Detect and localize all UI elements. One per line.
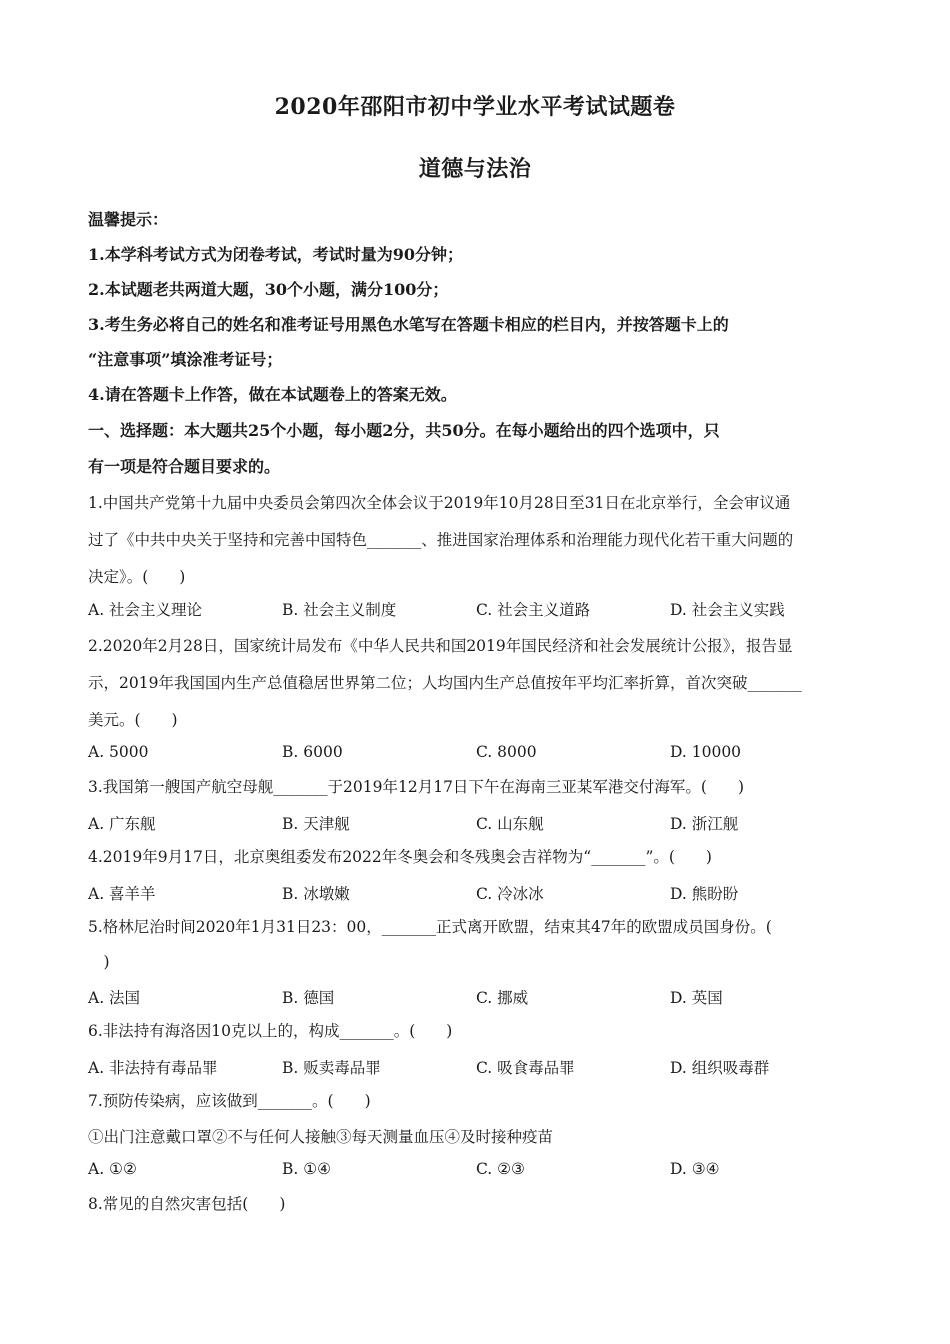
section-heading-cont: 有一项是符合题目要求的。	[88, 457, 281, 476]
option-c: C. 挪威	[476, 989, 529, 1007]
option-b: B. 冰墩嫩	[282, 885, 350, 903]
option-c: C. ②③	[476, 1160, 525, 1178]
option-c: C. 冷冰冰	[476, 885, 544, 903]
question-7-text: 7.预防传染病，应该做到_______。( )	[88, 1092, 371, 1110]
tip-item: “注意事项”填涂准考证号；	[88, 350, 283, 369]
option-c: C. 吸食毒品罪	[476, 1059, 575, 1077]
option-d: D. 熊盼盼	[670, 885, 739, 903]
subject-title: 道德与法治	[418, 156, 532, 182]
option-c: C. 8000	[476, 743, 537, 761]
option-a: A. 非法持有毒品罪	[88, 1059, 218, 1077]
option-d: D. 社会主义实践	[670, 601, 785, 619]
option-a: A. 5000	[88, 743, 149, 761]
question-8-text: 8.常见的自然灾害包括( )	[88, 1195, 286, 1213]
question-4-options	[88, 882, 858, 904]
question-1-text: 决定》。( )	[88, 568, 186, 586]
tip-item: 1.本学科考试方式为闭卷考试，考试时量为90分钟；	[88, 245, 463, 264]
tip-item: 2.本试题老共两道大题，30个小题，满分100分；	[88, 280, 449, 299]
option-b: B. 德国	[282, 989, 335, 1007]
option-a: A. 社会主义理论	[88, 601, 203, 619]
question-1-text: 过了《中共中央关于坚持和完善中国特色_______、推进国家治理体系和治理能力现代化若干重大问题的	[88, 531, 794, 549]
question-2-options	[88, 743, 858, 765]
tip-item: 4.请在答题卡上作答，做在本试题卷上的答案无效。	[88, 385, 457, 404]
question-3-text: 3.我国第一艘国产航空母舰_______于2019年12月17日下午在海南三亚某军港交付海军。( )	[88, 778, 745, 796]
question-1-options	[88, 598, 858, 620]
question-2-text: 美元。( )	[88, 711, 178, 729]
question-7-statements: ①出门注意戴口罩②不与任何人接触③每天测量血压④及时接种疫苗	[88, 1128, 554, 1146]
question-6-options	[88, 1056, 858, 1078]
question-2-text: 示，2019年我国国内生产总值稳居世界第二位；人均国内生产总值按年平均汇率折算，首次突破_______	[88, 674, 802, 692]
question-4-text: 4.2019年9月17日，北京奥组委发布2022年冬奥会和冬残奥会吉祥物为“_______”。( )	[88, 848, 712, 866]
question-5-options	[88, 986, 858, 1008]
option-d: D. ③④	[670, 1160, 720, 1178]
option-b: B. 贩卖毒品罪	[282, 1059, 381, 1077]
question-6-text: 6.非法持有海洛因10克以上的，构成_______。( )	[88, 1022, 453, 1040]
option-c: C. 山东舰	[476, 815, 544, 833]
option-d: D. 英国	[670, 989, 723, 1007]
option-d: D. 组织吸毒群	[670, 1059, 770, 1077]
tips-heading: 温馨提示：	[88, 210, 169, 229]
question-7-options	[88, 1160, 858, 1182]
tip-item: 3.考生务必将自己的姓名和准考证号用黑色水笔写在答题卡相应的栏目内，并按答题卡上的	[88, 315, 729, 334]
option-b: B. 社会主义制度	[282, 601, 397, 619]
exam-title: 2020年邵阳市初中学业水平考试试题卷	[274, 94, 676, 120]
option-d: D. 浙江舰	[670, 815, 739, 833]
option-b: B. 天津舰	[282, 815, 350, 833]
option-b: B. 6000	[282, 743, 343, 761]
question-3-options	[88, 812, 858, 834]
option-c: C. 社会主义道路	[476, 601, 591, 619]
question-5-text: )	[88, 953, 110, 971]
option-a: A. 法国	[88, 989, 141, 1007]
question-1-text: 1.中国共产党第十九届中央委员会第四次全体会议于2019年10月28日至31日在北京举行，全会审议通	[88, 494, 791, 512]
section-heading: 一、选择题：本大题共25个小题，每小题2分，共50分。在每小题给出的四个选项中，只	[88, 421, 720, 440]
option-a: A. ①②	[88, 1160, 137, 1178]
option-d: D. 10000	[670, 743, 742, 761]
option-a: A. 广东舰	[88, 815, 156, 833]
question-2-text: 2.2020年2月28日，国家统计局发布《中华人民共和国2019年国民经济和社会发展统计公报》，报告显	[88, 637, 793, 655]
option-b: B. ①④	[282, 1160, 332, 1178]
option-a: A. 喜羊羊	[88, 885, 156, 903]
question-5-text: 5.格林尼治时间2020年1月31日23：00，_______正式离开欧盟，结束其47年的欧盟成员国身份。(	[88, 918, 772, 936]
